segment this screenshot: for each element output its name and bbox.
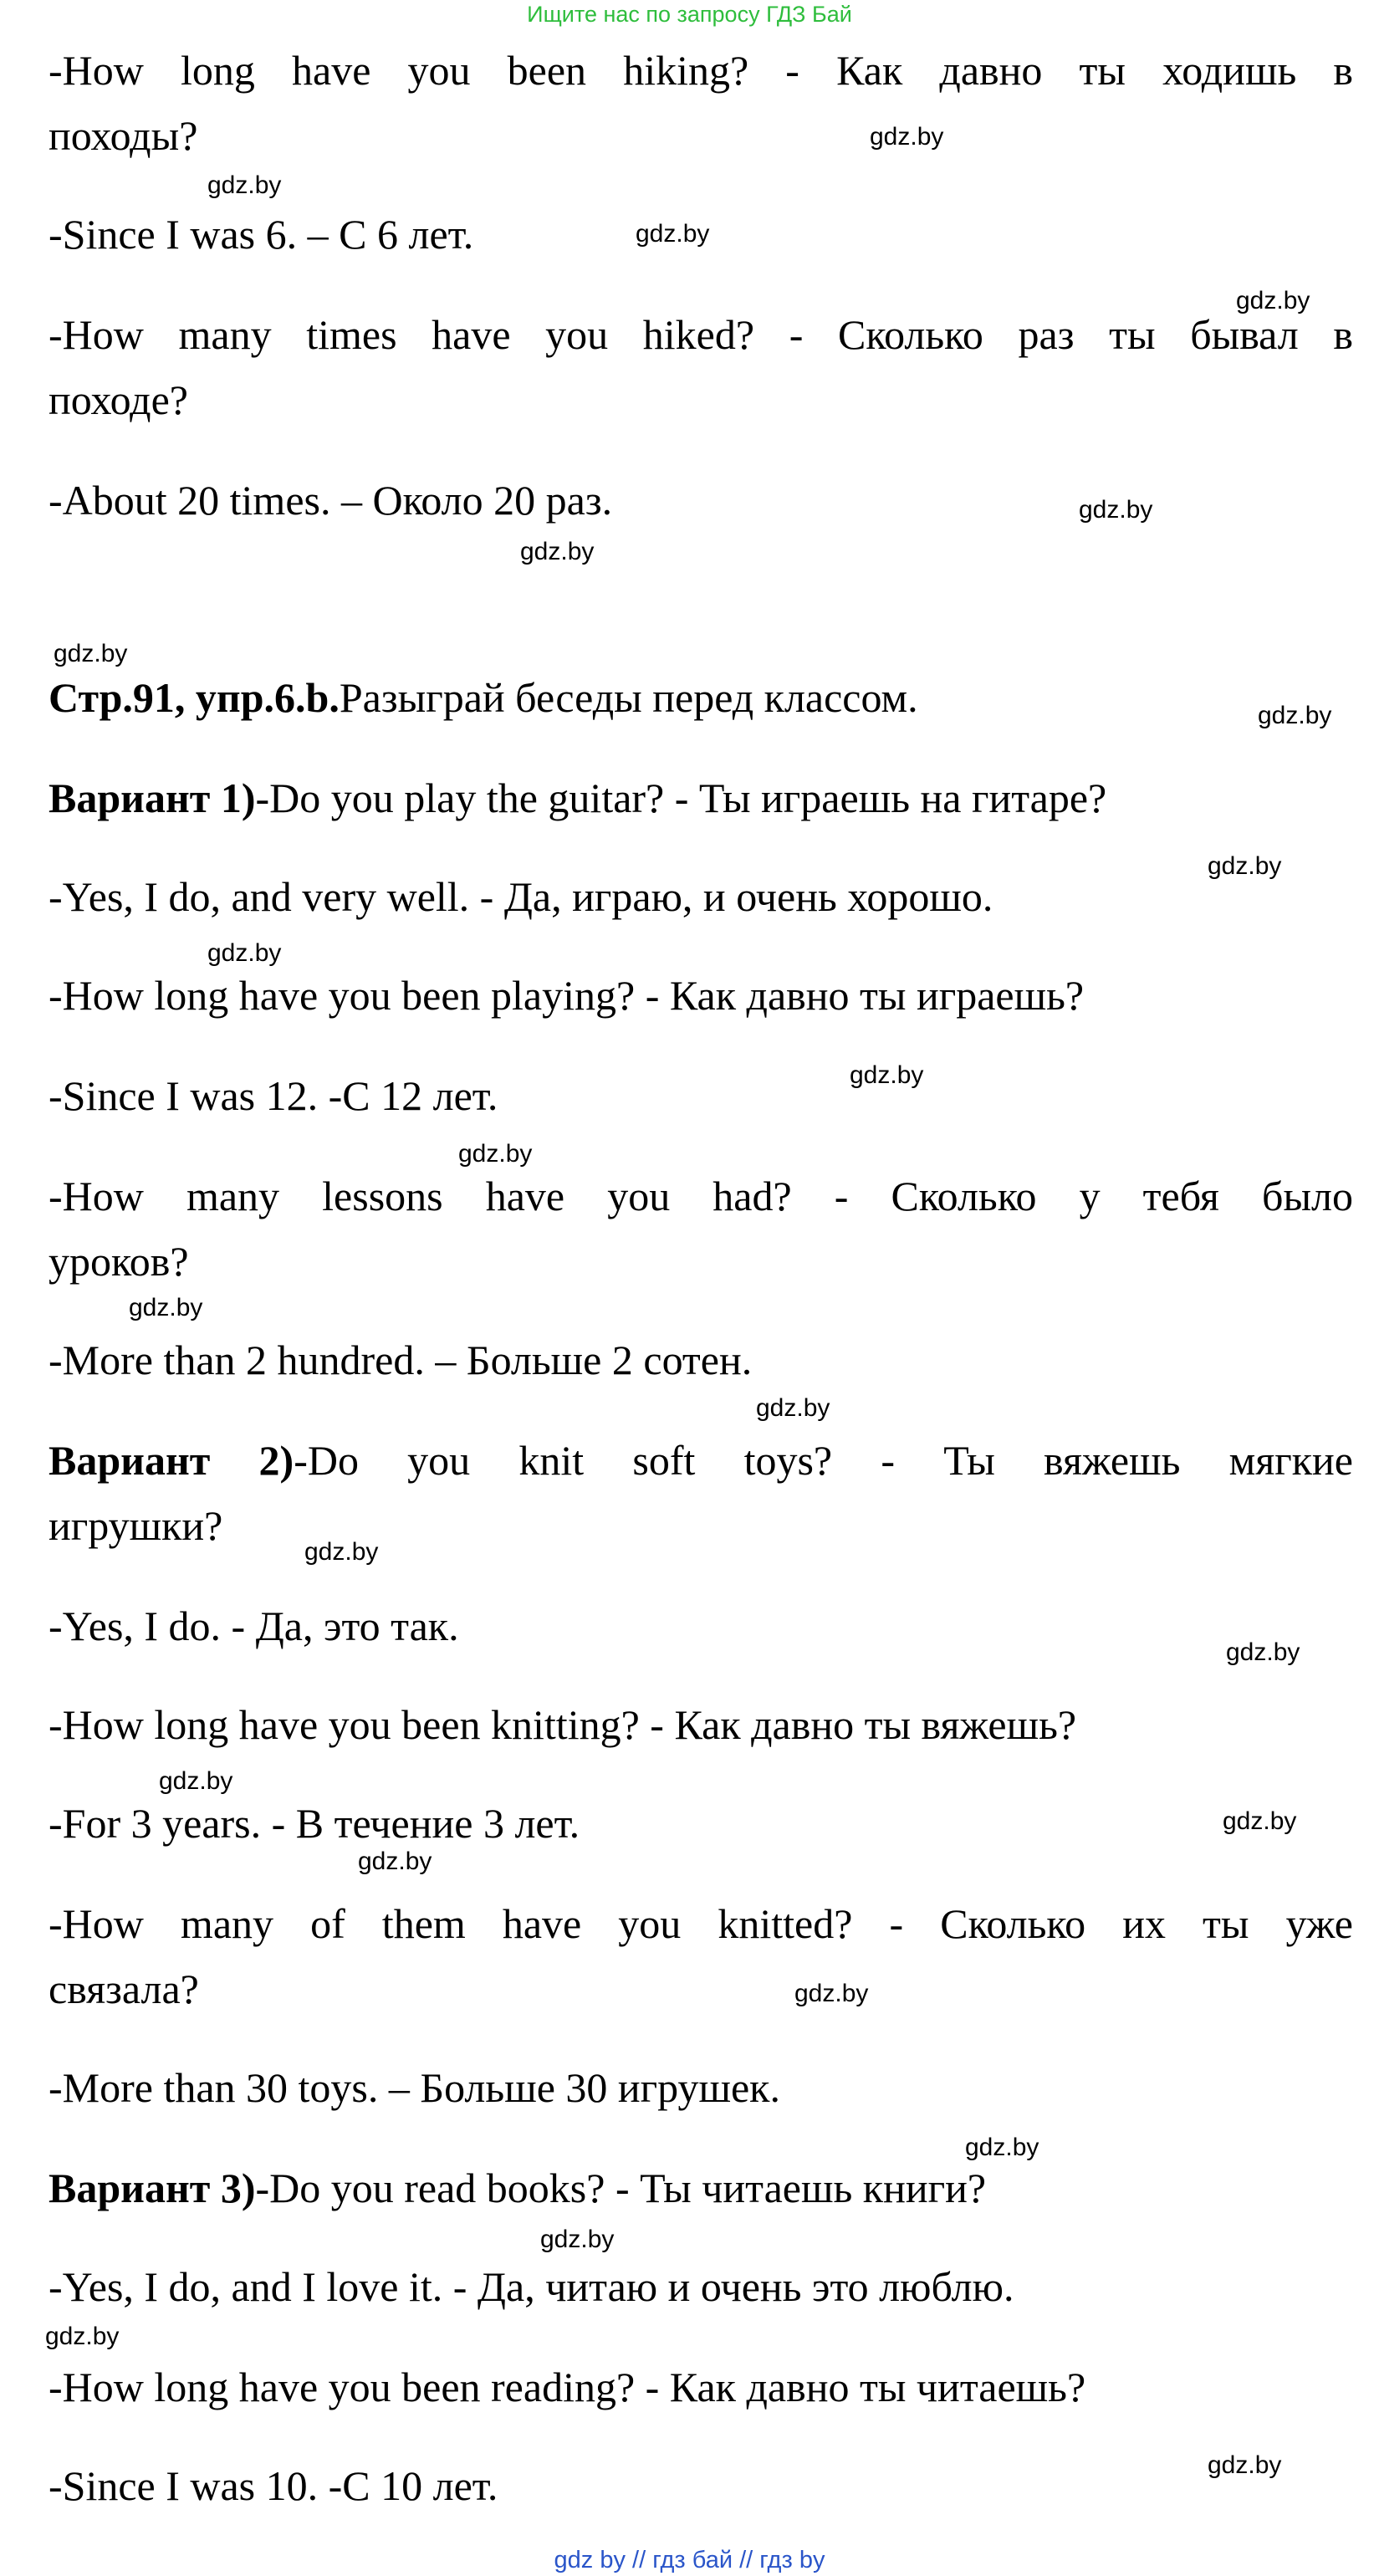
- watermark: gdz.by: [540, 2226, 615, 2253]
- variant-1-answer-1: -Yes, I do, and very well. - Да, играю, и очень хорошо.: [49, 873, 993, 920]
- intro-question-2-cont: походе?: [49, 376, 188, 423]
- watermark: gdz.by: [1208, 2451, 1282, 2479]
- watermark: gdz.by: [129, 1294, 203, 1321]
- watermark: gdz.by: [159, 1767, 233, 1795]
- watermark: gdz.by: [1236, 287, 1310, 314]
- variant-2-question-2: -How long have you been knitting? - Как давно ты вяжешь?: [49, 1701, 1077, 1748]
- variant-2-question-3: -How many of them have you knitted? - Сколько их ты уже: [49, 1900, 1353, 1947]
- variant-2-answer-2: -For 3 years. - В течение 3 лет.: [49, 1800, 580, 1847]
- watermark: gdz.by: [520, 538, 595, 565]
- watermark: gdz.by: [358, 1848, 432, 1875]
- watermark: gdz.by: [636, 220, 710, 248]
- intro-question-1: -How long have you been hiking? - Как давно ты ходишь в: [49, 47, 1353, 94]
- watermark: gdz.by: [1208, 852, 1282, 880]
- exercise-text: Разыграй беседы перед классом.: [339, 674, 918, 721]
- variant-3-label: Вариант 3): [49, 2165, 256, 2211]
- watermark: gdz.by: [304, 1538, 379, 1566]
- variant-3-question-1: [49, 2154, 986, 2221]
- variant-2-question-3-cont: связала?: [49, 1965, 199, 2012]
- variant-1-answer-2: -Since I was 12. -С 12 лет.: [49, 1072, 498, 1119]
- variant-3-q1-text: -Do you read books? - Ты читаешь книги?: [255, 2165, 987, 2211]
- watermark: gdz.by: [54, 640, 128, 667]
- watermark: gdz.by: [1226, 1638, 1300, 1666]
- watermark: gdz.by: [794, 1980, 869, 2007]
- variant-1-question-3: -How many lessons have you had? - Сколько у тебя было: [49, 1173, 1353, 1219]
- variant-1-question-1: [49, 764, 1106, 831]
- variant-2-label: Вариант 2): [49, 1437, 294, 1484]
- exercise-heading: [49, 664, 918, 731]
- watermark: gdz.by: [850, 1061, 924, 1089]
- variant-1-question-3-cont: уроков?: [49, 1238, 189, 1285]
- intro-answer-2: -About 20 times. – Около 20 раз.: [49, 477, 613, 524]
- intro-answer-1: -Since I was 6. – С 6 лет.: [49, 211, 474, 258]
- variant-1-label: Вариант 1): [49, 774, 256, 821]
- variant-3-answer-2: -Since I was 10. -С 10 лет.: [49, 2462, 498, 2509]
- variant-2-question-1-cont: игрушки?: [49, 1502, 223, 1549]
- variant-1-q1-text: -Do you play the guitar? - Ты играешь на гитаре?: [255, 774, 1107, 821]
- watermark: gdz.by: [207, 171, 282, 199]
- variant-1-answer-3: -More than 2 hundred. – Больше 2 сотен.: [49, 1337, 753, 1383]
- variant-1-question-2: -How long have you been playing? - Как давно ты играешь?: [49, 972, 1085, 1019]
- variant-3-question-2: -How long have you been reading? - Как давно ты читаешь?: [49, 2364, 1086, 2410]
- watermark: gdz.by: [756, 1394, 830, 1422]
- variant-2-answer-3: -More than 30 toys. – Больше 30 игрушек.: [49, 2064, 780, 2111]
- watermark: gdz.by: [1258, 702, 1332, 729]
- exercise-label: Стр.91, упр.6.b.: [49, 674, 340, 721]
- watermark: gdz.by: [207, 939, 282, 967]
- bottom-banner: gdz by // гдз бай // гдз by: [554, 2547, 825, 2573]
- watermark: gdz.by: [870, 123, 944, 151]
- watermark: gdz.by: [45, 2323, 120, 2350]
- variant-2-q1-text: -Do you knit soft toys? - Ты вяжешь мягкие: [294, 1437, 1353, 1484]
- watermark: gdz.by: [1223, 1807, 1297, 1835]
- variant-2-answer-1: -Yes, I do. - Да, это так.: [49, 1602, 459, 1649]
- watermark: gdz.by: [965, 2134, 1039, 2161]
- top-banner: Ищите нас по запросу ГДЗ Бай: [527, 2, 852, 27]
- watermark: gdz.by: [458, 1140, 533, 1168]
- variant-2-question-1: [49, 1427, 1353, 1494]
- variant-3-answer-1: -Yes, I do, and I love it. - Да, читаю и очень это люблю.: [49, 2263, 1014, 2310]
- intro-question-2: -How many times have you hiked? - Сколько раз ты бывал в: [49, 311, 1353, 358]
- intro-question-1-cont: походы?: [49, 112, 198, 159]
- watermark: gdz.by: [1079, 496, 1153, 524]
